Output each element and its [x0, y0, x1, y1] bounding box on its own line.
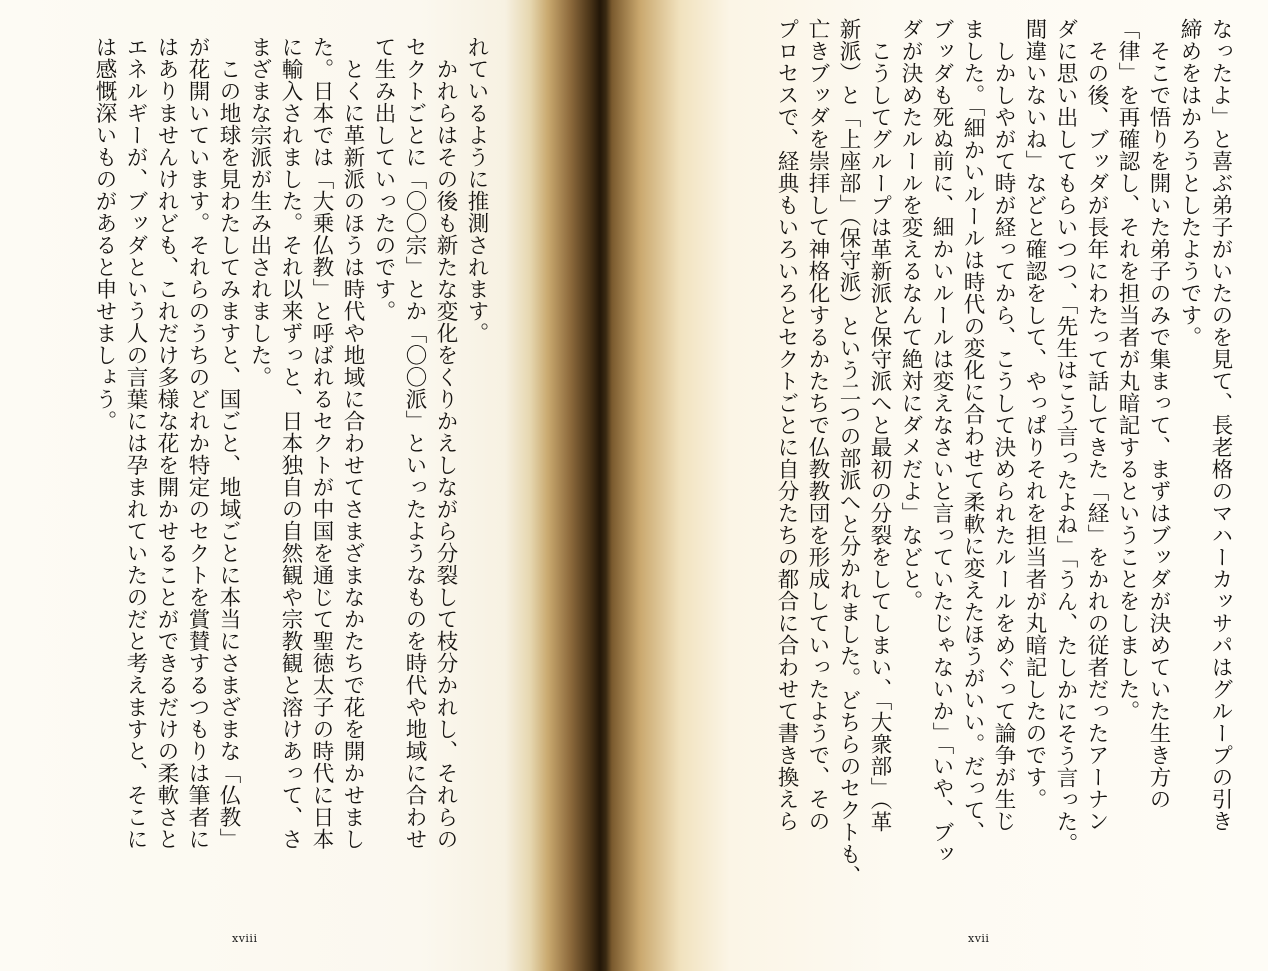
paragraph: かれらはその後も新たな変化をくりかえしながら分裂して枝分かれし、それらの セクトごとに「〇〇宗」とか「〇〇派」といったようなものを時代や地域に合わせ て生み出していったのです。 [371, 36, 458, 850]
paragraph: しかしやがて時が経ってから、こうして決められたルールをめぐって論争が生じ ました。「細かいルールは時代の変化に合わせて柔軟に変えたほうがいい。だって、 ブッダも死ぬ前に、細かいルールは変えなさいと言っていたじゃないか」「いや、ブッ ダが決めたルールを変えるなんて絶対にダメだよ」などと。 [898, 18, 1016, 866]
paragraph: この地球を見わたしてみますと、国ごと、地域ごとに本当にさまざまな「仏教」 が花開いています。それらのうちのどれか特定のセクトを賞賛するつもりは筆者に はありませんけれども、これだけ多様な花を開かせることができるだけの柔軟さと エネルギーが、ブッダという人の言葉には孕まれていたのだと考えますと、そこに は感慨深いものがあると申せましょう。 [92, 36, 241, 850]
paragraph: その後、ブッダが長年にわたって話してきた「経」をかれの従者だったアーナン ダに思い出してもらいつつ、「先生はこう言ったよね」「うん、たしかにそう言った。 間違いないね」などと確認をして、やっぱりそれを担当者が丸暗記したのです。 [1022, 18, 1109, 855]
paragraph: こうしてグループは革新派と保守派へと最初の分裂をしてしまい、「大衆部」（革 新派）と「上座部」（保守派）という二つの部派へと分かれました。どちらのセクトも、 亡きブッダを崇拝して神格化するかたちで仏教教団を形成していったようで、その プロセスで、経典もいろいろとセクトごとに自分たちの都合に合わせて書き換えら [774, 18, 892, 888]
paragraph: なったよ」と喜ぶ弟子がいたのを見て、長老格のマハーカッサパはグループの引き 締めをはかろうとしたようです。 [1177, 18, 1233, 832]
left-page-text [32, 36, 492, 850]
paragraph: れているように推測されます。 [464, 36, 489, 344]
page-number-left: xviii [232, 932, 258, 945]
page-number-right: xvii [968, 932, 990, 945]
paragraph: とくに革新派のほうは時代や地域に合わせてさまざまなかたちで花を開かせまし た。日本では「大乗仏教」と呼ばれるセクトが中国を通じて聖徳太子の時代に日本 に輸入されました。それ以来ずっと、日本独自の自然観や宗教観と溶けあって、さ まざまな宗派が生み出されました。 [247, 36, 365, 850]
paragraph: そこで悟りを開いた弟子のみで集まって、まずはブッダが決めていた生き方の 「律」を再確認し、それを担当者が丸暗記するということをしました。 [1115, 18, 1171, 810]
right-page-text [774, 18, 1236, 898]
